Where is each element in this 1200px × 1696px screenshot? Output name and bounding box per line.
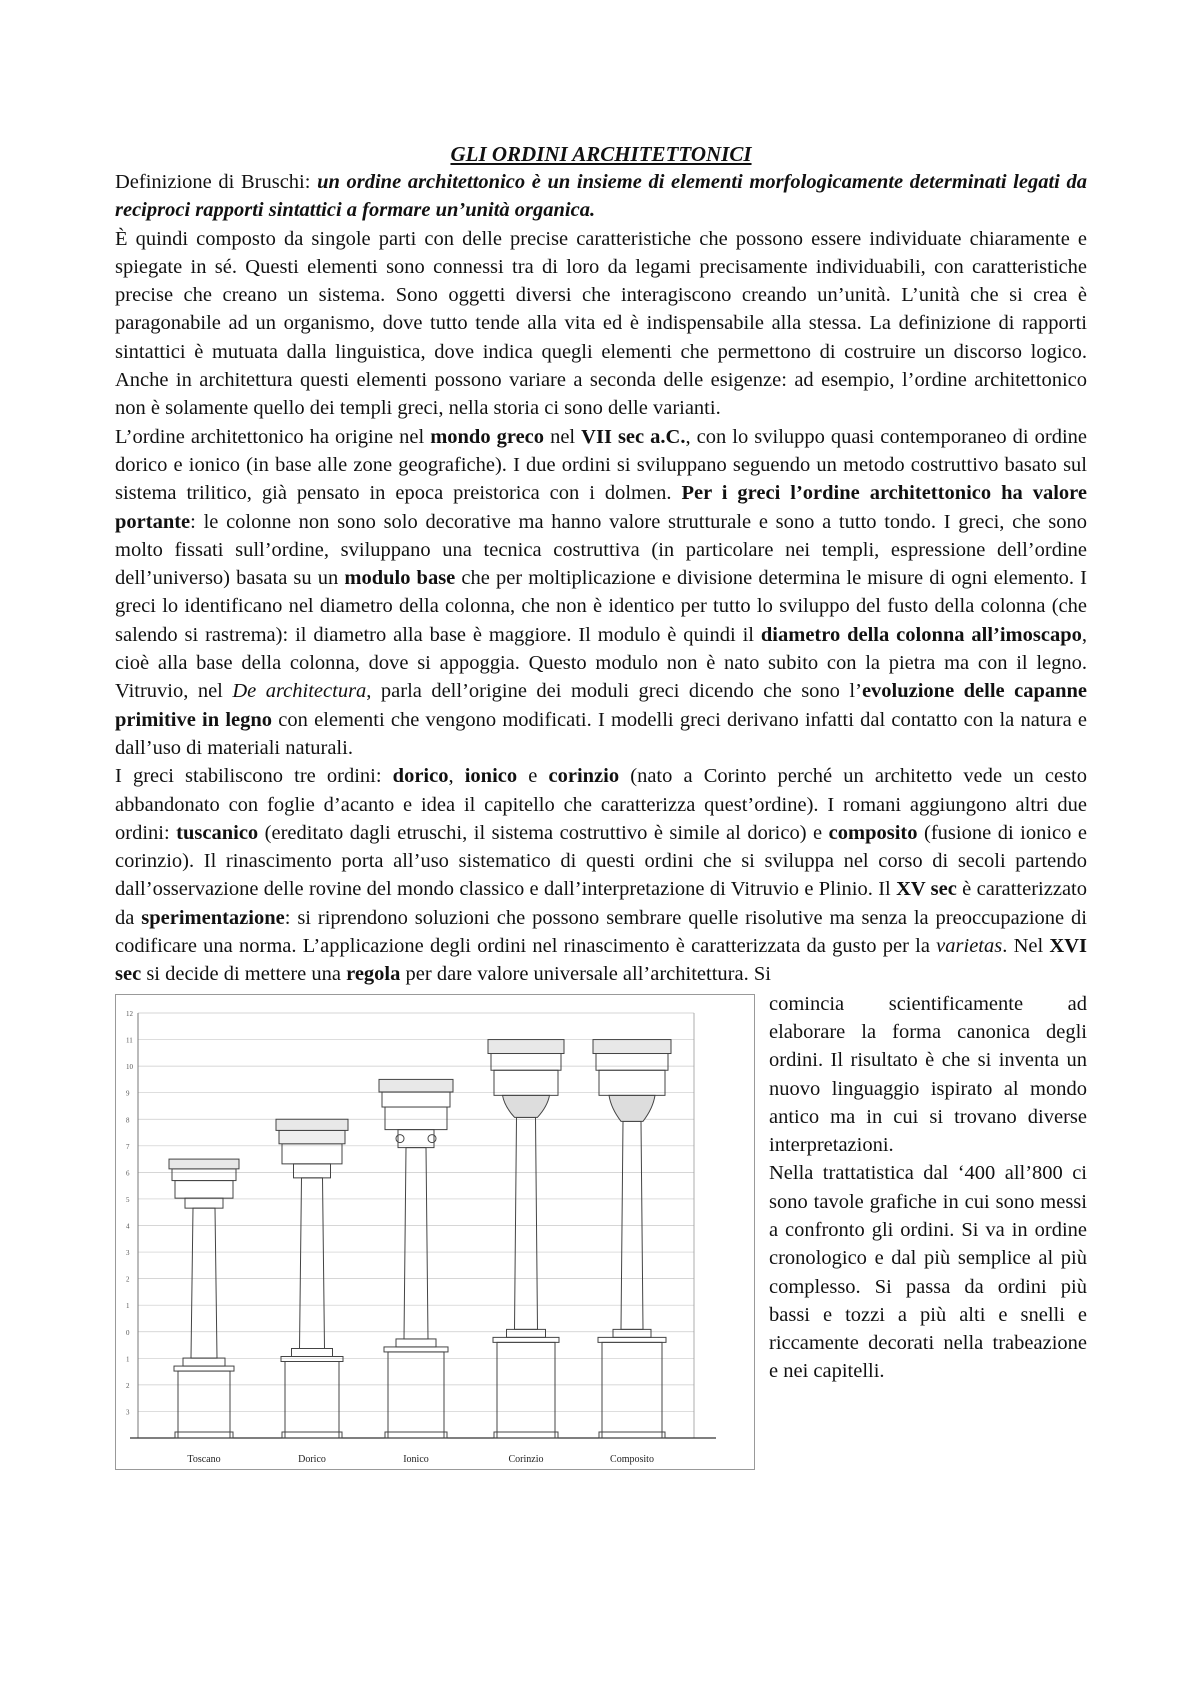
side-paragraph-1: comincia scientificamente ad elaborare la forma canonica degli ordini. Il risultato è che si inventa un nuovo linguaggio ispirato al mondo antico ma in cui si trovano diverse interpretazioni. bbox=[769, 992, 1087, 1157]
pedestal-plinth bbox=[175, 1432, 233, 1438]
architrave bbox=[494, 1070, 558, 1095]
bold-run: tuscanico bbox=[176, 821, 259, 844]
text-run: , con lo sviluppo quasi contemporaneo di ordine dorico e ionico (in base alle zone geografiche). I due ordini si sviluppano seguendo un metodo costruttivo basato sul sistema trilitico, già pensato in epoca preistorica con i dolmen. bbox=[115, 425, 1087, 505]
architrave bbox=[385, 1107, 447, 1130]
italic-run: varietas bbox=[936, 935, 1003, 958]
side-paragraph-2: Nella trattatistica dal ‘400 all’800 ci sono tavole grafiche in cui sono messi a confronto gli ordini. Si va in ordine cronologico e dal più semplice al più complesso. Si passa da ordini più bassi e tozzi a più alti e snelli e riccamente decorati nella trabeazione e nei capitelli. bbox=[769, 1162, 1087, 1383]
bold-run: regola bbox=[346, 963, 401, 986]
scale-label: 11 bbox=[126, 1036, 133, 1045]
text-run: . Nel bbox=[1002, 935, 1050, 958]
column-shaft bbox=[191, 1208, 217, 1358]
text-run: I greci stabiliscono tre ordini: bbox=[115, 765, 393, 788]
definition-paragraph bbox=[115, 168, 1087, 225]
pedestal bbox=[602, 1342, 662, 1438]
column-shaft bbox=[515, 1117, 538, 1329]
bold-run: XVI sec bbox=[115, 935, 1087, 986]
bold-run: XV sec bbox=[896, 878, 957, 901]
text-run: (nato a Corinto perché un architetto vede un cesto abbandonato con foglie d’acanto e idea il capitello che caratterizza quest’ordine). I romani aggiungono altri due ordini: bbox=[115, 765, 1087, 844]
paragraph-2 bbox=[115, 423, 1087, 763]
definition-text: un ordine architettonico è un insieme di elementi morfologicamente determinati legati da reciproci rapporti sintattici a formare un’unità organica. bbox=[115, 171, 1087, 222]
volute bbox=[428, 1134, 436, 1142]
architrave bbox=[282, 1143, 342, 1163]
volute bbox=[396, 1134, 404, 1142]
pedestal-plinth bbox=[494, 1432, 558, 1438]
scale-label: 3 bbox=[126, 1408, 130, 1417]
column-base bbox=[613, 1329, 651, 1337]
bold-run: dorico bbox=[392, 765, 449, 788]
document-body bbox=[115, 140, 1087, 1470]
architrave bbox=[175, 1180, 233, 1198]
scale-label: 0 bbox=[126, 1328, 130, 1337]
order-label: Ionico bbox=[403, 1453, 429, 1465]
document-title: GLI ORDINI ARCHITETTONICI bbox=[450, 142, 752, 166]
frieze bbox=[279, 1130, 345, 1143]
pedestal-cornice bbox=[281, 1356, 343, 1361]
side-text bbox=[769, 990, 1087, 1470]
pedestal bbox=[497, 1342, 555, 1438]
bold-run: composito bbox=[828, 821, 918, 844]
text-run: , bbox=[448, 765, 465, 788]
cornice bbox=[488, 1039, 564, 1053]
capital bbox=[294, 1163, 331, 1177]
column-base bbox=[292, 1348, 333, 1356]
capital bbox=[185, 1198, 223, 1208]
scale-label: 9 bbox=[126, 1089, 130, 1098]
pedestal-cornice bbox=[493, 1337, 559, 1342]
pedestal bbox=[388, 1352, 444, 1438]
text-run: : le colonne non sono solo decorative ma hanno valore strutturale e sono a tutto tondo. I greci, che sono molto fissati sull’ordine, sviluppano una tecnica costruttiva (in particolare nei templi, espressione dell’ordine dell’universo) basata su un bbox=[115, 510, 1087, 590]
bold-run: sperimentazione bbox=[141, 906, 285, 929]
italic-run: De architectura bbox=[232, 680, 367, 703]
order-label: Toscano bbox=[187, 1453, 221, 1465]
pedestal-cornice bbox=[174, 1366, 234, 1371]
cornice bbox=[276, 1119, 348, 1130]
scale-label: 6 bbox=[126, 1168, 130, 1177]
scale-label: 2 bbox=[126, 1275, 130, 1284]
scale-label: 4 bbox=[126, 1222, 130, 1231]
pedestal bbox=[178, 1371, 230, 1438]
frieze bbox=[596, 1053, 668, 1070]
pedestal-plinth bbox=[599, 1432, 665, 1438]
bold-run: ionico bbox=[464, 765, 518, 788]
text-run: nel bbox=[544, 425, 582, 448]
order-label: Corinzio bbox=[508, 1453, 544, 1465]
text-run: e bbox=[517, 765, 549, 788]
text-run: (fusione di ionico e corinzio). Il rinascimento porta all’uso sistematico di questi ordini che si sviluppa nel corso di secoli partendo dall’osservazione delle rovine del mondo classico e dall’interpretazione di Vitruvio e Plinio. Il bbox=[115, 821, 1087, 901]
orders-illustration bbox=[115, 994, 755, 1470]
architrave bbox=[599, 1070, 665, 1095]
cornice bbox=[593, 1039, 671, 1053]
scale-label: 1 bbox=[126, 1354, 130, 1363]
frieze bbox=[491, 1053, 561, 1070]
scale-label: 8 bbox=[126, 1115, 130, 1124]
paragraph-3 bbox=[115, 762, 1087, 988]
text-run: è caratterizzato da bbox=[115, 878, 1087, 929]
text-run: (ereditato dagli etruschi, il sistema costruttivo è simile al dorico) e bbox=[258, 821, 829, 844]
definition-intro: Definizione di Bruschi: bbox=[115, 171, 318, 193]
column-base bbox=[507, 1329, 546, 1337]
column-shaft bbox=[404, 1147, 428, 1338]
cornice bbox=[169, 1159, 239, 1169]
capital bbox=[398, 1129, 434, 1147]
text-run: L’ordine architettonico ha origine nel bbox=[115, 425, 431, 448]
scale-label: 1 bbox=[126, 1301, 130, 1310]
order-label: Composito bbox=[610, 1453, 654, 1465]
bold-run: Per i greci l’ordine architettonico ha valore portante bbox=[115, 482, 1087, 533]
scale-label: 3 bbox=[126, 1248, 130, 1257]
bold-run: modulo base bbox=[344, 567, 456, 590]
pedestal-cornice bbox=[598, 1337, 666, 1342]
scale-label: 10 bbox=[126, 1062, 133, 1071]
column-base bbox=[183, 1358, 225, 1366]
paragraph-1: È quindi composto da singole parti con delle precise caratteristiche che possono essere individuate chiaramente e spiegate in sé. Questi elementi sono connessi tra di loro da legami precisamente individuabili, con caratteristiche precise che creano un sistema. Sono oggetti diversi che interagiscono creando un’unità. L’unità che si crea è paragonabile ad un organismo, dove tutto tende alla vita ed è indispensabile alla stessa. La definizione di rapporti sintattici è mutuata dalla linguistica, dove indica quegli elementi che permettono di costruire un discorso logico. Anche in architettura questi elementi possono variare a seconda delle esigenze: ad esempio, l’ordine architettonico non è solamente quello dei templi greci, nella storia ci sono delle varianti. bbox=[115, 227, 1087, 420]
order-label: Dorico bbox=[298, 1453, 326, 1465]
frieze bbox=[382, 1092, 450, 1107]
pedestal-plinth bbox=[282, 1432, 342, 1438]
bold-run: evoluzione delle capanne primitive in legno bbox=[115, 680, 1088, 731]
pedestal-plinth bbox=[385, 1432, 447, 1438]
pedestal bbox=[285, 1361, 339, 1438]
scale-label: 12 bbox=[126, 1009, 133, 1018]
text-run: per dare valore universale all’architettura. Si bbox=[400, 963, 771, 986]
bold-run: VII sec a.C. bbox=[581, 425, 686, 448]
frieze bbox=[172, 1168, 236, 1180]
cornice bbox=[379, 1079, 453, 1092]
bold-run: mondo greco bbox=[430, 425, 545, 448]
pedestal-cornice bbox=[384, 1347, 448, 1352]
bold-run: diametro della colonna all’imoscapo bbox=[760, 623, 1082, 646]
figure-row bbox=[115, 990, 1087, 1470]
scale-label: 7 bbox=[126, 1142, 130, 1151]
scale-label: 5 bbox=[126, 1195, 130, 1204]
text-run: : si riprendono soluzioni che possono sembrare quelle risolutive ma senza la preoccupazione di codificare una norma. L’applicazione degli ordini nel rinascimento è caratterizzata da gusto per la bbox=[115, 906, 1087, 958]
text-run: con elementi che vengono modificati. I modelli greci derivano infatti dal contatto con la natura e dall’uso di materiali naturali. bbox=[115, 708, 1087, 759]
bold-run: corinzio bbox=[548, 765, 620, 788]
orders-drawing bbox=[116, 995, 754, 1469]
text-run: , cioè alla base della colonna, dove si appoggia. Questo modulo non è nato subito con la pietra ma con il legno. Vitruvio, nel bbox=[115, 623, 1087, 703]
capital bbox=[503, 1095, 550, 1117]
capital bbox=[609, 1095, 655, 1121]
text-run: , parla dell’origine dei moduli greci dicendo che sono l’ bbox=[366, 680, 862, 703]
text-run: si decide di mettere una bbox=[141, 963, 347, 986]
column-shaft bbox=[300, 1177, 325, 1348]
column-base bbox=[396, 1339, 436, 1347]
scale-label: 2 bbox=[126, 1381, 130, 1390]
text-run: che per moltiplicazione e divisione determina le misure di ogni elemento. I greci lo identificano nel diametro della colonna, che non è identico per tutto lo sviluppo del fusto della colonna (che salendo si rastrema): il diametro alla base è maggiore. Il modulo è quindi il bbox=[115, 567, 1087, 646]
